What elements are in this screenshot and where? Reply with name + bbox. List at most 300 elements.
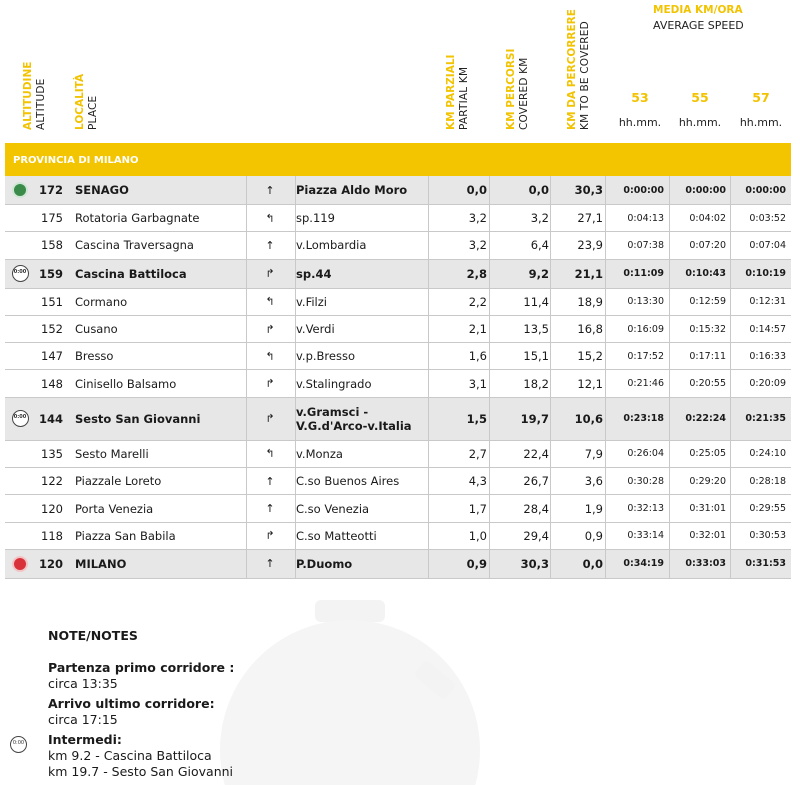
time-53-cell: 0:07:38 <box>627 239 664 251</box>
remaining-km-cell: 15,2 <box>577 349 603 364</box>
time-55-cell: 0:10:43 <box>685 268 726 280</box>
remaining-km-header <box>566 2 596 130</box>
time-57-cell: 0:28:18 <box>749 475 786 487</box>
column-divider <box>669 370 670 396</box>
direction-icon: ↑ <box>265 183 275 197</box>
road-cell: v.Stalingrado <box>296 376 372 391</box>
partial-km-cell: 2,8 <box>466 266 487 281</box>
altitude-cell: 148 <box>41 376 63 391</box>
arrival-value: circa 17:15 <box>48 712 118 727</box>
column-divider <box>550 343 551 369</box>
column-divider <box>730 289 731 315</box>
column-divider <box>730 398 731 440</box>
column-divider <box>246 468 247 494</box>
remaining-km-cell: 7,9 <box>584 446 603 461</box>
column-divider <box>669 398 670 440</box>
stopwatch-watermark-icon <box>200 600 500 785</box>
start-icon <box>12 182 28 198</box>
column-divider <box>295 343 296 369</box>
column-divider <box>605 370 606 396</box>
road-cell: C.so Buenos Aires <box>296 474 400 489</box>
column-divider <box>489 550 490 578</box>
average-speed-header-en: AVERAGE SPEED <box>653 19 744 32</box>
column-divider <box>428 232 429 258</box>
row-icon <box>5 370 35 396</box>
covered-km-cell: 28,4 <box>523 501 549 516</box>
time-55-cell: 0:00:00 <box>685 184 726 196</box>
time-55-cell: 0:20:55 <box>689 378 726 390</box>
column-divider <box>669 260 670 288</box>
direction-icon: ↱ <box>265 412 275 426</box>
road-cell: v.Monza <box>296 446 343 461</box>
remaining-km-cell: 27,1 <box>577 211 603 226</box>
partial-km-cell: 3,2 <box>468 238 487 253</box>
column-divider <box>550 205 551 231</box>
partial-km-header-en: PARTIAL KM <box>458 66 470 130</box>
place-cell: Cormano <box>75 294 128 309</box>
column-divider <box>605 260 606 288</box>
place-cell: Cascina Battiloca <box>75 266 187 281</box>
row-icon <box>5 343 35 369</box>
remaining-km-cell: 3,6 <box>584 474 603 489</box>
place-cell: Sesto San Giovanni <box>75 411 201 426</box>
time-53-cell: 0:34:19 <box>623 558 664 570</box>
column-divider <box>550 468 551 494</box>
column-divider <box>730 176 731 204</box>
average-speed-header-it: MEDIA KM/ORA <box>653 4 743 16</box>
direction-icon: ↱ <box>265 377 275 391</box>
notes-stopwatch-icon <box>10 736 27 757</box>
column-divider <box>428 260 429 288</box>
direction-icon: ↱ <box>265 322 275 336</box>
road-cell: v.Verdi <box>296 322 335 337</box>
time-57-cell: 0:03:52 <box>749 212 786 224</box>
direction-icon: ↑ <box>265 557 275 571</box>
place-cell: Piazza San Babila <box>75 528 176 543</box>
time-57-cell: 0:12:31 <box>749 296 786 308</box>
column-divider <box>669 550 670 578</box>
column-divider <box>605 523 606 549</box>
arrival-label: Arrivo ultimo corridore: <box>48 696 215 711</box>
column-divider <box>295 370 296 396</box>
covered-km-cell: 6,4 <box>530 238 549 253</box>
road-cell: v.p.Bresso <box>296 349 355 364</box>
altitude-header-en: ALTITUDE <box>35 78 47 130</box>
partial-km-cell: 3,2 <box>468 211 487 226</box>
column-divider <box>669 495 670 521</box>
column-divider <box>428 523 429 549</box>
column-divider <box>550 370 551 396</box>
notes-section <box>48 628 234 784</box>
row-icon <box>5 468 35 494</box>
column-divider <box>295 398 296 440</box>
direction-icon: ↰ <box>265 295 275 309</box>
row-icon <box>5 316 35 342</box>
row-icon <box>5 232 35 258</box>
column-divider <box>605 441 606 467</box>
column-divider <box>428 550 429 578</box>
time-57-cell: 0:16:33 <box>749 350 786 362</box>
altitude-cell: 151 <box>41 294 63 309</box>
table-row <box>5 550 791 579</box>
direction-icon: ↰ <box>265 349 275 363</box>
partial-km-cell: 0,9 <box>466 556 487 571</box>
column-divider <box>550 495 551 521</box>
column-divider <box>489 441 490 467</box>
time-57-cell: 0:30:53 <box>749 530 786 542</box>
column-divider <box>730 550 731 578</box>
time-57-cell: 0:07:04 <box>749 239 786 251</box>
time-55-cell: 0:17:11 <box>689 350 726 362</box>
table-row <box>5 260 791 289</box>
covered-km-cell: 13,5 <box>523 322 549 337</box>
altitude-cell: 172 <box>38 183 63 197</box>
column-divider <box>489 370 490 396</box>
table-row <box>5 289 791 316</box>
column-divider <box>550 176 551 204</box>
column-divider <box>246 232 247 258</box>
altitude-cell: 147 <box>41 349 63 364</box>
time-55-cell: 0:29:20 <box>689 475 726 487</box>
time-55-cell: 0:25:05 <box>689 448 726 460</box>
route-table <box>5 176 791 579</box>
notes-title: NOTE/NOTES <box>48 628 138 643</box>
partial-km-header <box>445 2 475 130</box>
time-53-cell: 0:23:18 <box>623 413 664 425</box>
column-divider <box>489 232 490 258</box>
time-53-cell: 0:32:13 <box>627 503 664 515</box>
time-57-cell: 0:10:19 <box>745 268 786 280</box>
table-row <box>5 523 791 550</box>
time-53-cell: 0:21:46 <box>627 378 664 390</box>
column-divider <box>246 523 247 549</box>
column-divider <box>428 495 429 521</box>
column-divider <box>428 205 429 231</box>
partial-km-cell: 3,1 <box>468 376 487 391</box>
intermediate-label: Intermedi: <box>48 732 122 747</box>
time-57-cell: 0:21:35 <box>745 413 786 425</box>
time-57-cell: 0:24:10 <box>749 448 786 460</box>
covered-km-cell: 0,0 <box>528 183 549 197</box>
remaining-km-header-en: KM TO BE COVERED <box>579 21 591 130</box>
start-label: Partenza primo corridore : <box>48 660 235 675</box>
time-53-cell: 0:04:13 <box>627 212 664 224</box>
row-icon <box>5 205 35 231</box>
column-divider <box>489 468 490 494</box>
time-57-cell: 0:14:57 <box>749 323 786 335</box>
direction-icon: ↰ <box>265 447 275 461</box>
altitude-cell: 122 <box>41 474 63 489</box>
column-divider <box>295 495 296 521</box>
column-divider <box>246 370 247 396</box>
remaining-km-cell: 10,6 <box>574 411 603 426</box>
partial-km-cell: 1,0 <box>468 528 487 543</box>
road-cell: v.Filzi <box>296 294 327 309</box>
place-header <box>74 2 104 130</box>
column-divider <box>295 205 296 231</box>
column-divider <box>428 343 429 369</box>
covered-km-cell: 29,4 <box>523 528 549 543</box>
place-header-it: LOCALITÀ <box>74 73 86 130</box>
time-unit-1: hh.mm. <box>618 116 662 129</box>
column-divider <box>550 550 551 578</box>
remaining-km-cell: 18,9 <box>577 294 603 309</box>
remaining-km-header-it: KM DA PERCORRERE <box>566 9 578 130</box>
row-icon <box>5 441 35 467</box>
column-divider <box>605 495 606 521</box>
row-icon <box>5 289 35 315</box>
row-icon <box>5 495 35 521</box>
intermediate-2: km 19.7 - Sesto San Giovanni <box>48 764 234 779</box>
direction-icon: ↑ <box>265 238 275 252</box>
place-cell: Cinisello Balsamo <box>75 376 177 391</box>
column-divider <box>730 495 731 521</box>
column-divider <box>489 176 490 204</box>
column-divider <box>295 260 296 288</box>
column-divider <box>295 316 296 342</box>
column-divider <box>550 232 551 258</box>
covered-km-cell: 9,2 <box>528 266 549 281</box>
place-cell: SENAGO <box>75 183 129 197</box>
column-divider <box>669 205 670 231</box>
road-cell: Piazza Aldo Moro <box>296 183 408 197</box>
place-cell: Sesto Marelli <box>75 446 149 461</box>
place-cell: Porta Venezia <box>75 501 154 516</box>
table-row <box>5 176 791 205</box>
time-57-cell: 0:31:53 <box>745 558 786 570</box>
column-divider <box>669 289 670 315</box>
column-divider <box>669 468 670 494</box>
altitude-header-it: ALTITUDINE <box>22 61 34 130</box>
altitude-cell: 120 <box>41 501 63 516</box>
column-divider <box>428 316 429 342</box>
partial-km-cell: 1,5 <box>466 411 487 426</box>
column-divider <box>246 176 247 204</box>
road-cell: sp.44 <box>296 266 332 281</box>
table-row <box>5 398 791 441</box>
column-divider <box>295 468 296 494</box>
column-divider <box>246 289 247 315</box>
column-divider <box>489 205 490 231</box>
covered-km-header-it: KM PERCORSI <box>505 48 517 130</box>
altitude-cell: 118 <box>41 528 63 543</box>
table-row <box>5 232 791 259</box>
column-divider <box>669 343 670 369</box>
time-unit-2: hh.mm. <box>678 116 722 129</box>
column-divider <box>295 550 296 578</box>
direction-icon: ↑ <box>265 474 275 488</box>
altitude-cell: 158 <box>41 238 63 253</box>
column-divider <box>605 232 606 258</box>
time-unit-3: hh.mm. <box>739 116 783 129</box>
column-divider <box>428 176 429 204</box>
covered-km-cell: 19,7 <box>520 411 549 426</box>
time-53-cell: 0:11:09 <box>623 268 664 280</box>
table-row <box>5 441 791 468</box>
finish-icon <box>12 556 28 572</box>
column-divider <box>246 205 247 231</box>
time-53-cell: 0:17:52 <box>627 350 664 362</box>
time-55-cell: 0:07:20 <box>689 239 726 251</box>
remaining-km-cell: 30,3 <box>574 183 603 197</box>
table-row <box>5 205 791 232</box>
covered-km-header <box>505 2 535 130</box>
time-53-cell: 0:00:00 <box>623 184 664 196</box>
column-divider <box>730 523 731 549</box>
altitude-header <box>22 2 52 130</box>
covered-km-cell: 30,3 <box>520 556 549 571</box>
column-divider <box>489 523 490 549</box>
remaining-km-cell: 16,8 <box>577 322 603 337</box>
altitude-cell: 175 <box>41 211 63 226</box>
column-divider <box>295 232 296 258</box>
place-cell: Piazzale Loreto <box>75 474 162 489</box>
place-cell: Rotatoria Garbagnate <box>75 211 200 226</box>
covered-km-cell: 26,7 <box>523 474 549 489</box>
column-divider <box>730 316 731 342</box>
column-divider <box>605 289 606 315</box>
remaining-km-cell: 21,1 <box>574 266 603 281</box>
partial-km-header-it: KM PARZIALI <box>445 54 457 130</box>
column-divider <box>489 289 490 315</box>
start-value: circa 13:35 <box>48 676 118 691</box>
partial-km-cell: 1,7 <box>468 501 487 516</box>
partial-km-cell: 1,6 <box>468 349 487 364</box>
column-divider <box>550 441 551 467</box>
column-divider <box>489 343 490 369</box>
covered-km-cell: 3,2 <box>530 211 549 226</box>
table-row <box>5 370 791 397</box>
partial-km-cell: 2,7 <box>468 446 487 461</box>
partial-km-cell: 0,0 <box>466 183 487 197</box>
column-divider <box>428 468 429 494</box>
remaining-km-cell: 12,1 <box>577 376 603 391</box>
road-cell: C.so Venezia <box>296 501 370 516</box>
column-divider <box>730 205 731 231</box>
column-divider <box>730 232 731 258</box>
column-divider <box>669 316 670 342</box>
time-57-cell: 0:20:09 <box>749 378 786 390</box>
row-icon <box>5 260 35 288</box>
column-divider <box>605 176 606 204</box>
time-55-cell: 0:33:03 <box>685 558 726 570</box>
speed-55: 55 <box>691 90 709 105</box>
partial-km-cell: 4,3 <box>468 474 487 489</box>
direction-icon: ↰ <box>265 211 275 225</box>
column-divider <box>730 468 731 494</box>
row-icon <box>5 523 35 549</box>
place-cell: Cascina Traversagna <box>75 238 194 253</box>
direction-icon: ↑ <box>265 502 275 516</box>
column-divider <box>669 176 670 204</box>
time-57-cell: 0:00:00 <box>745 184 786 196</box>
partial-km-cell: 2,1 <box>468 322 487 337</box>
time-55-cell: 0:22:24 <box>685 413 726 425</box>
remaining-km-cell: 1,9 <box>584 501 603 516</box>
road-cell: v.Gramsci - V.G.d'Arco-v.Italia <box>296 404 412 433</box>
table-row <box>5 495 791 522</box>
table-row <box>5 468 791 495</box>
column-divider <box>669 523 670 549</box>
altitude-cell: 152 <box>41 322 63 337</box>
time-53-cell: 0:33:14 <box>627 530 664 542</box>
road-cell: sp.119 <box>296 211 335 226</box>
time-55-cell: 0:04:02 <box>689 212 726 224</box>
time-53-cell: 0:30:28 <box>627 475 664 487</box>
column-divider <box>605 205 606 231</box>
row-icon <box>5 550 35 578</box>
column-divider <box>730 343 731 369</box>
column-divider <box>246 550 247 578</box>
column-divider <box>428 441 429 467</box>
covered-km-cell: 18,2 <box>523 376 549 391</box>
place-cell: Bresso <box>75 349 114 364</box>
column-divider <box>669 441 670 467</box>
time-55-cell: 0:31:01 <box>689 503 726 515</box>
column-divider <box>428 398 429 440</box>
place-cell: Cusano <box>75 322 118 337</box>
time-55-cell: 0:32:01 <box>689 530 726 542</box>
time-57-cell: 0:29:55 <box>749 503 786 515</box>
altitude-cell: 159 <box>38 266 63 281</box>
speed-53: 53 <box>631 90 649 105</box>
column-divider <box>246 495 247 521</box>
column-divider <box>295 289 296 315</box>
direction-icon: ↱ <box>265 529 275 543</box>
time-55-cell: 0:12:59 <box>689 296 726 308</box>
covered-km-cell: 11,4 <box>523 294 549 309</box>
speed-57: 57 <box>752 90 770 105</box>
column-divider <box>605 550 606 578</box>
column-divider <box>605 468 606 494</box>
table-row <box>5 343 791 370</box>
column-divider <box>489 316 490 342</box>
column-divider <box>550 398 551 440</box>
remaining-km-cell: 23,9 <box>577 238 603 253</box>
column-divider <box>605 343 606 369</box>
column-divider <box>295 523 296 549</box>
road-cell: v.Lombardia <box>296 238 367 253</box>
time-53-cell: 0:26:04 <box>627 448 664 460</box>
place-header-en: PLACE <box>87 95 99 130</box>
road-cell: P.Duomo <box>296 556 353 571</box>
place-cell: MILANO <box>75 556 127 571</box>
direction-icon: ↱ <box>265 267 275 281</box>
column-divider <box>550 316 551 342</box>
stopwatch-icon <box>12 410 29 427</box>
column-divider <box>295 176 296 204</box>
column-divider <box>428 289 429 315</box>
row-icon <box>5 398 35 440</box>
column-divider <box>730 441 731 467</box>
column-divider <box>246 260 247 288</box>
altitude-cell: 144 <box>38 411 63 426</box>
table-header <box>0 0 800 142</box>
altitude-cell: 120 <box>38 556 63 571</box>
column-divider <box>550 289 551 315</box>
column-divider <box>550 260 551 288</box>
partial-km-cell: 2,2 <box>468 294 487 309</box>
column-divider <box>246 343 247 369</box>
column-divider <box>550 523 551 549</box>
covered-km-header-en: COVERED KM <box>518 57 530 130</box>
column-divider <box>489 398 490 440</box>
time-53-cell: 0:16:09 <box>627 323 664 335</box>
column-divider <box>246 398 247 440</box>
covered-km-cell: 15,1 <box>523 349 549 364</box>
column-divider <box>246 316 247 342</box>
covered-km-cell: 22,4 <box>523 446 549 461</box>
